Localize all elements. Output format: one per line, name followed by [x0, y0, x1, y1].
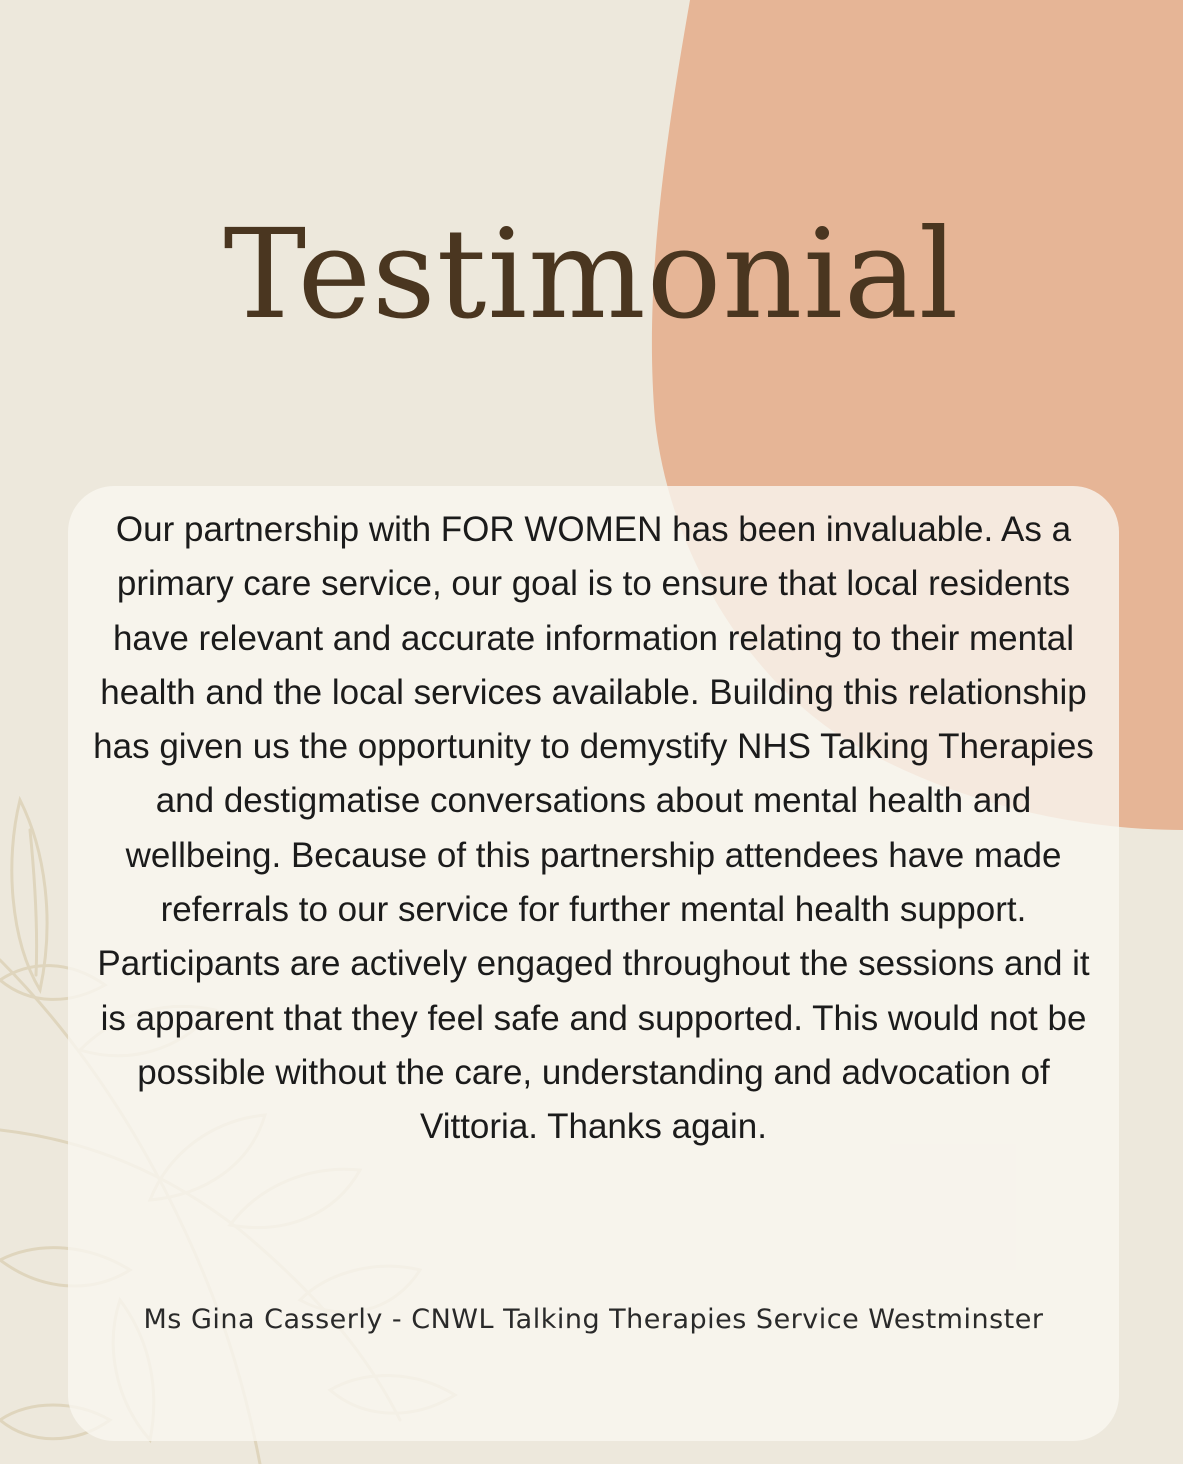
- page-title: Testimonial: [223, 203, 960, 347]
- testimonial-attribution: Ms Gina Casserly - CNWL Talking Therapies Service Westminster: [143, 1304, 1044, 1335]
- testimonial-quote: Our partnership with FOR WOMEN has been invaluable. As a primary care service, our goal is to ensure that local residents have relevant and accurate information relating to their mental health and the local services available. Building this relationship has given us the opportunity to demystify NHS Talking Therapies and destigmatise conversations about mental health and wellbeing. Because of this partnership attendees have made referrals to our service for further mental health support. Participants are actively engaged throughout the sessions and it is apparent that they feel safe and supported. This would not be possible without the care, understanding and advocation of Vittoria. Thanks again.: [93, 510, 1094, 1147]
